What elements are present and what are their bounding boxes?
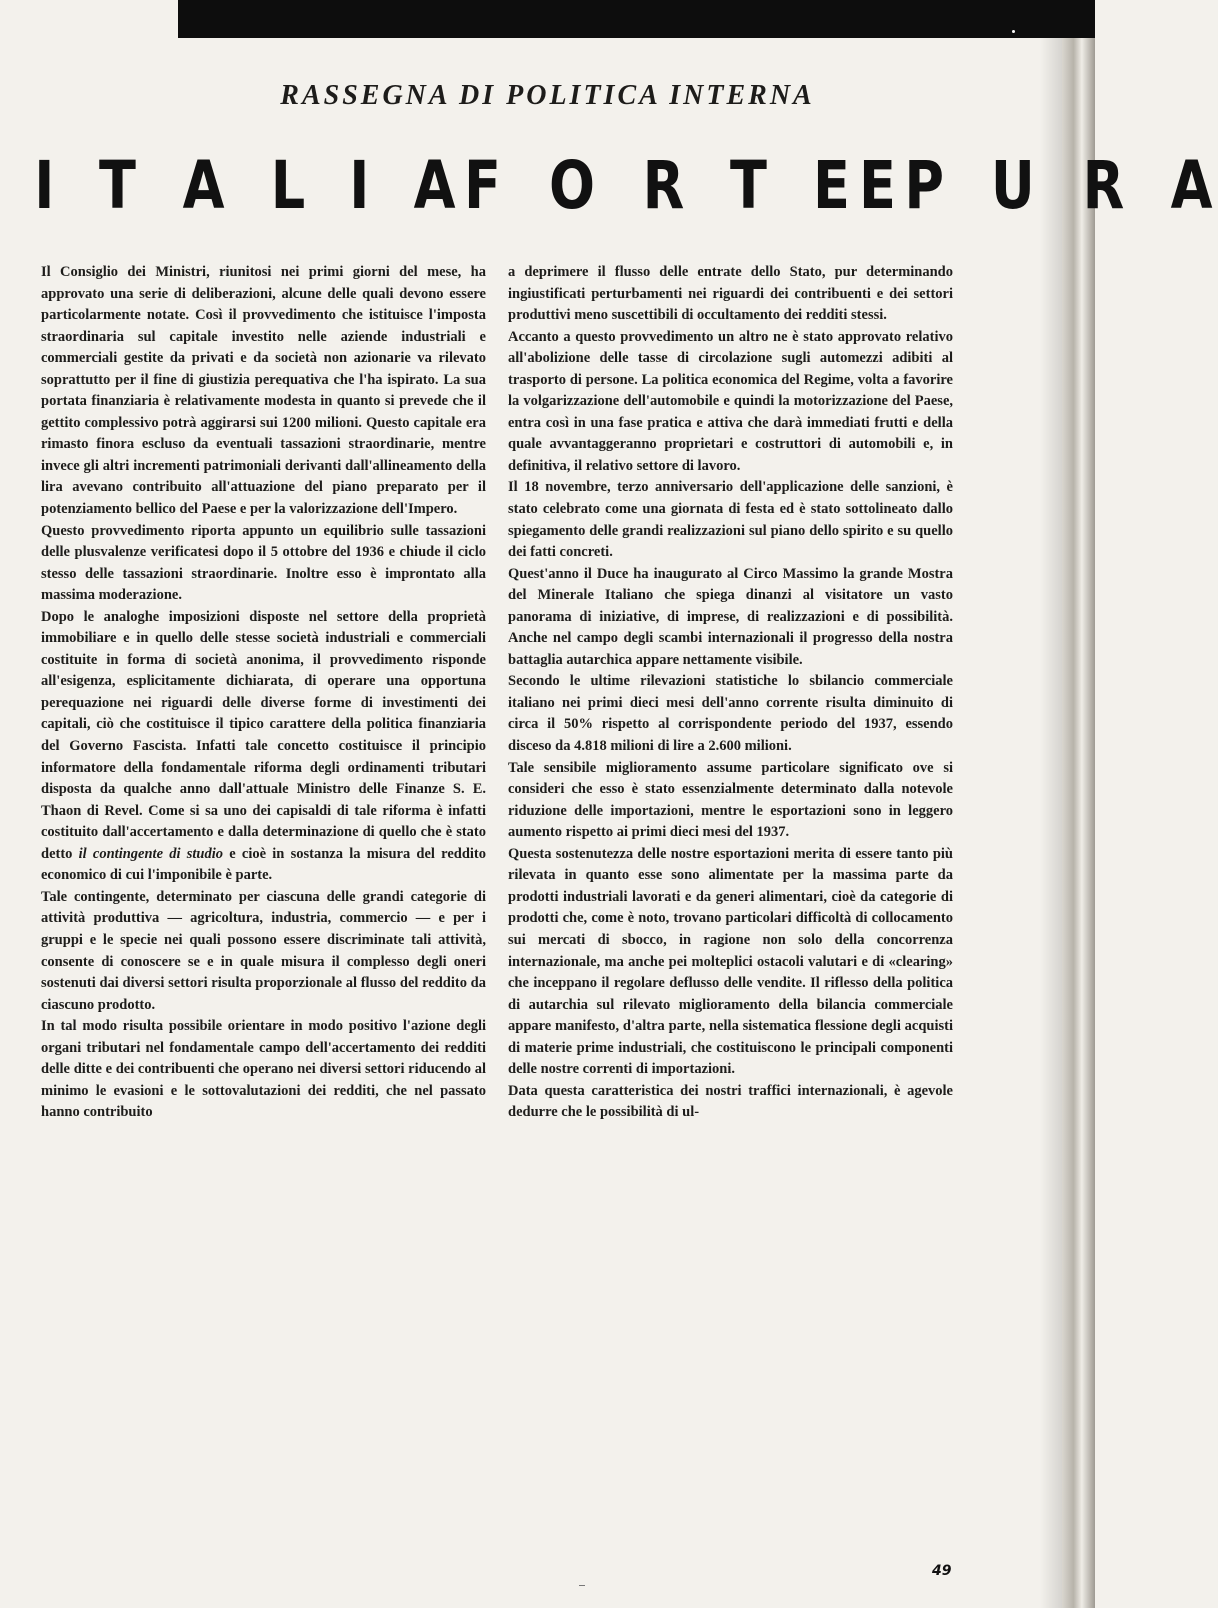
paragraph: Quest'anno il Duce ha inaugurato al Circo Massimo la grande Mostra del Minerale Italiano che spiega dinanzi al visitatore un vasto panorama di iniziative, di imprese, di realizzazioni e di possibilità. Anche nel campo degli scambi internazionali il progresso della nostra battaglia autarchica appare nettamente visibile.	[508, 565, 953, 668]
headline-letter: I	[34, 147, 55, 224]
paragraph: Secondo le ultime rilevazioni statistiche lo sbilancio commerciale italiano nei primi dieci mesi dell'anno corrente risulta diminuito di circa il 50% rispetto al corrispondente periodo del 1937, essendo disceso da 4.818 milioni di lire a 2.600 milioni.	[508, 673, 953, 755]
headline-letter: O	[548, 147, 595, 224]
headline-letter: A	[182, 147, 225, 224]
article-column-left	[41, 262, 486, 1124]
paragraph	[41, 607, 486, 887]
paragraph: Tale contingente, determinato per ciascuna delle grandi categorie di attività produttiva — agricoltura, industria, commercio — e per i gruppi e le specie nei quali possono essere discriminate tali attività, consente di conoscere se e in quale misura il complesso degli oneri sostenuti dai diversi settori risulta proporzionale al flusso del reddito da ciascuno prodotto.	[41, 888, 486, 1013]
headline-letter: E	[858, 147, 896, 224]
headline	[32, 146, 1213, 226]
headline-letter: T	[730, 147, 768, 224]
headline-word-e	[855, 146, 900, 226]
paragraph: Data questa caratteristica dei nostri traffici internazionali, è agevole dedurre che le possibilità di ul-	[508, 1082, 953, 1121]
headline-letter: F	[464, 147, 502, 224]
headline-word-pura	[900, 146, 1218, 226]
headline-letter: T	[98, 147, 136, 224]
headline-word-forte	[460, 146, 854, 226]
article-column-right	[508, 262, 953, 1124]
paragraph: Il Consiglio dei Ministri, riunitosi nei primi giorni del mese, ha approvato una serie di deliberazioni, alcune delle quali devono essere particolarmente notate. Così il provvedimento che istituisce l'imposta straordinaria sul capitale investito nelle aziende industriali e commerciali gestite da privati e da società non azionarie va rilevato soprattutto per il fine di giustizia perequativa che l'ha ispirato. La sua portata finanziaria è relativamente modesta in quanto si prevede che il gettito complessivo potrà aggirarsi sui 1200 milioni. Questo capitale era rimasto finora escluso da eventuali tassazioni straordinarie, mentre invece gli altri incrementi patrimoniali derivanti dall'allineamento della lira avevano contribuito all'attuazione del piano preparato per il potenziamento bellico del Paese e per la valorizzazione dell'Impero.	[41, 264, 486, 518]
paragraph: Questo provvedimento riporta appunto un equilibrio sulle tassazioni delle plusvalenze verificatesi dopo il 5 ottobre del 1936 e chiude il ciclo stesso delle tassazioni straordinarie. Inoltre esso è improntato alla massima moderazione.	[41, 522, 486, 604]
headline-letter: U	[990, 147, 1035, 224]
headline-letter: R	[1082, 147, 1124, 224]
paragraph: In tal modo risulta possibile orientare in modo positivo l'azione degli organi tributari nel fondamentale campo dell'accertamento dei redditi delle ditte e dei contribuenti che operano nei diversi settori riducendo al minimo le evasioni e le sottovalutazioni dei redditi, che nel passato hanno contribuito	[41, 1018, 486, 1121]
italic-term: il contingente di studio	[78, 845, 224, 862]
paragraph: a deprimere il flusso delle entrate dello Stato, pur determinando ingiustificati perturbamenti nei riguardi dei contribuenti e dei settori produttivi meno suscettibili di occultamento dei redditi stessi.	[508, 264, 953, 324]
headline-letter: A	[1171, 147, 1213, 224]
section-kicker: RASSEGNA DI POLITICA INTERNA	[280, 80, 815, 111]
paragraph-text: e cioè in sostanza la misura del reddito economico di cui l'imponibile è parte.	[41, 845, 487, 884]
headline-letter: R	[642, 147, 684, 224]
scan-speck	[1012, 30, 1015, 33]
page-number: 49	[932, 1563, 952, 1579]
paragraph: Tale sensibile miglioramento assume particolare significato ove si consideri che esso è stato essenzialmente determinato dalla notevole riduzione delle importazioni, mentre le esportazioni sono in leggero aumento rispetto ai primi dieci mesi del 1937.	[508, 759, 953, 841]
book-binding-edge	[1062, 38, 1095, 1608]
scan-top-border	[178, 0, 1095, 38]
headline-letter: L	[270, 147, 305, 224]
headline-word-italia	[32, 146, 460, 226]
paragraph: Questa sostenutezza delle nostre esportazioni merita di essere tanto più rilevata in quanto esse sono alimentate per la massima parte da prodotti industriali lavorati e da generi alimentari, cioè da categorie di prodotti che, come è noto, trovano particolari difficoltà di collocamento sui mercati di sbocco, in ragione non solo della concorrenza internazionale, ma anche pei molteplici ostacoli valutari e di «clearing» che inceppano il regolare deflusso delle vendite. Il riflesso della politica di autarchia sul rilevato miglioramento della bilancia commerciale appare manifesto, d'altra parte, nella sistematica flessione degli acquisti di materie prime industriali, che costituiscono le principali componenti delle nostre correnti di importazioni.	[508, 845, 953, 1078]
paragraph: Il 18 novembre, terzo anniversario dell'applicazione delle sanzioni, è stato celebrato come una giornata di festa ed è stato sottolineato dallo spiegamento delle grandi realizzazioni sul piano dello spirito e su quello dei fatti concreti.	[508, 479, 953, 561]
headline-letter: P	[904, 147, 944, 224]
headline-letter: E	[813, 147, 851, 224]
headline-letter: A	[413, 147, 456, 224]
headline-letter: I	[348, 147, 370, 224]
paragraph-text: Dopo le analoghe imposizioni disposte nel settore della proprietà immobiliare e in quello delle stesse società industriali e commerciali costituite in forma di società anonima, il provvedimento risponde all'esigenza, esplicitamente dichiarata, di operare una opportuna perequazione nei riguardi delle diverse forme di investimenti dei capitali, ciò che costituisce il tipico carattere della politica finanziaria del Governo Fascista. Infatti tale concetto costituisce il principio informatore della fondamentale riforma degli ordinamenti tributari disposta da qualche anno dall'attuale Ministro delle Finanze S. E. Thaon di Revel. Come si sa uno dei capisaldi di tale riforma è infatti costituito dall'accertamento e dalla determinazione di quello che è stato detto	[41, 608, 486, 862]
paragraph: Accanto a questo provvedimento un altro ne è stato approvato relativo all'abolizione delle tasse di circolazione sugli automezzi adibiti al trasporto di persone. La politica economica del Regime, volta a favorire la volgarizzazione dell'automobile e quindi la motorizzazione del Paese, entra così in una fase pratica e attiva che darà immediati frutti e della quale avvantaggeranno proprietari e costruttori di automobili e, in definitiva, il relativo settore di lavoro.	[508, 328, 953, 474]
binding-shadow	[1040, 38, 1062, 1608]
scan-mark	[579, 1585, 585, 1586]
